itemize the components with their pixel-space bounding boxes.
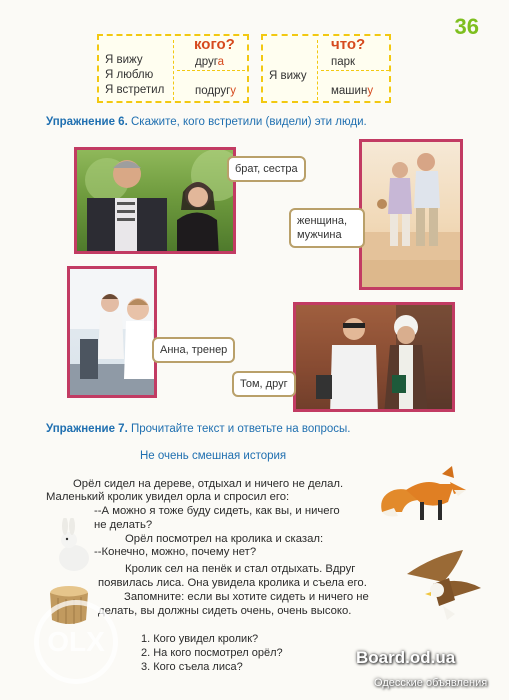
photo-man-woman-park [74, 147, 236, 254]
exercise-7-heading [46, 423, 350, 435]
divider [173, 40, 174, 100]
question-who: кого? [194, 36, 235, 53]
fox-illustration [376, 460, 468, 524]
story-line: --А можно я тоже буду сидеть, как вы, и ничего [94, 505, 340, 517]
verb-see: Я вижу [269, 70, 307, 82]
question-item: 2. На кого посмотрел орёл? [141, 647, 283, 659]
olx-watermark [34, 600, 118, 684]
divider [177, 70, 245, 71]
exercise-6-heading [46, 116, 367, 128]
verb-love: Я люблю [105, 69, 154, 81]
story-line: Кролик сел на пенёк и стал отдыхать. Вдруг [125, 563, 356, 575]
answer-girlfriend [195, 85, 236, 97]
answer-stem: парк [331, 56, 356, 68]
bubble-woman-man [289, 208, 365, 248]
exercise-6-instruction: Скажите, кого встретили (видели) эти люди. [130, 116, 367, 128]
story-line: Орёл посмотрел на кролика и сказал: [125, 533, 324, 545]
grammar-box-what [261, 34, 391, 103]
story-title: Не очень смешная история [140, 450, 287, 462]
answer-car [331, 85, 373, 97]
exercise-7-instruction: Прочитайте текст и ответьте на вопросы. [130, 423, 351, 435]
verb-see: Я вижу [105, 54, 143, 66]
story-line: Маленький кролик увидел орла и спросил его: [46, 491, 290, 503]
photo-elderly-couple-beach [359, 139, 463, 290]
answer-ending: у [367, 85, 374, 97]
olx-watermark-text: OLX [47, 626, 105, 657]
verb-met: Я встретил [105, 84, 165, 96]
tom-friend-illustration [296, 305, 455, 412]
story-line: Орёл сидел на дереве, отдыхал и ничего не делал. [73, 478, 344, 490]
photo-tom-friend [293, 302, 455, 412]
answer-park [331, 56, 355, 68]
exercise-6-title: Упражнение 6. [46, 116, 128, 128]
answer-stem: друг [195, 56, 218, 68]
question-item: 1. Кого увидел кролик? [141, 633, 259, 645]
story-line: Запомните: если вы хотите сидеть и ничего не [124, 591, 369, 603]
rabbit-illustration [55, 518, 93, 573]
question-item: 3. Кого съела лиса? [141, 661, 243, 673]
answer-friend [195, 56, 224, 68]
board-watermark: Board.od.ua [356, 648, 456, 667]
bubble-brother-sister: брат, сестра [227, 156, 306, 182]
story-line: делать, вы должны сидеть очень, очень высоко. [98, 605, 352, 617]
divider [317, 40, 318, 100]
grammar-box-who [97, 34, 249, 103]
page-number: 36 [454, 14, 479, 39]
story-line: --Конечно, можно, почему нет? [94, 546, 257, 558]
couple-illustration [362, 142, 463, 290]
answer-ending: у [230, 85, 237, 97]
answer-ending: а [217, 56, 225, 68]
answer-stem: подруг [195, 85, 231, 97]
board-watermark-subtitle: Одесские объявления [374, 677, 488, 689]
exercise-7-title: Упражнение 7. [46, 423, 128, 435]
photo-women-gym [67, 266, 157, 398]
bubble-line: мужчина [297, 229, 342, 241]
bubble-tom-friend: Том, друг [232, 371, 296, 397]
divider [321, 70, 389, 71]
bubble-line: женщина, [297, 215, 347, 227]
question-what: что? [331, 36, 366, 53]
story-line: не делать? [94, 519, 153, 531]
answer-stem: машин [331, 85, 368, 97]
gym-illustration [70, 269, 157, 398]
bubble-anna-trainer: Анна, тренер [152, 337, 235, 363]
eagle-illustration [403, 548, 485, 628]
story-line: появилась лиса. Она увидела кролика и съела его. [98, 577, 367, 589]
people-illustration [77, 150, 236, 254]
